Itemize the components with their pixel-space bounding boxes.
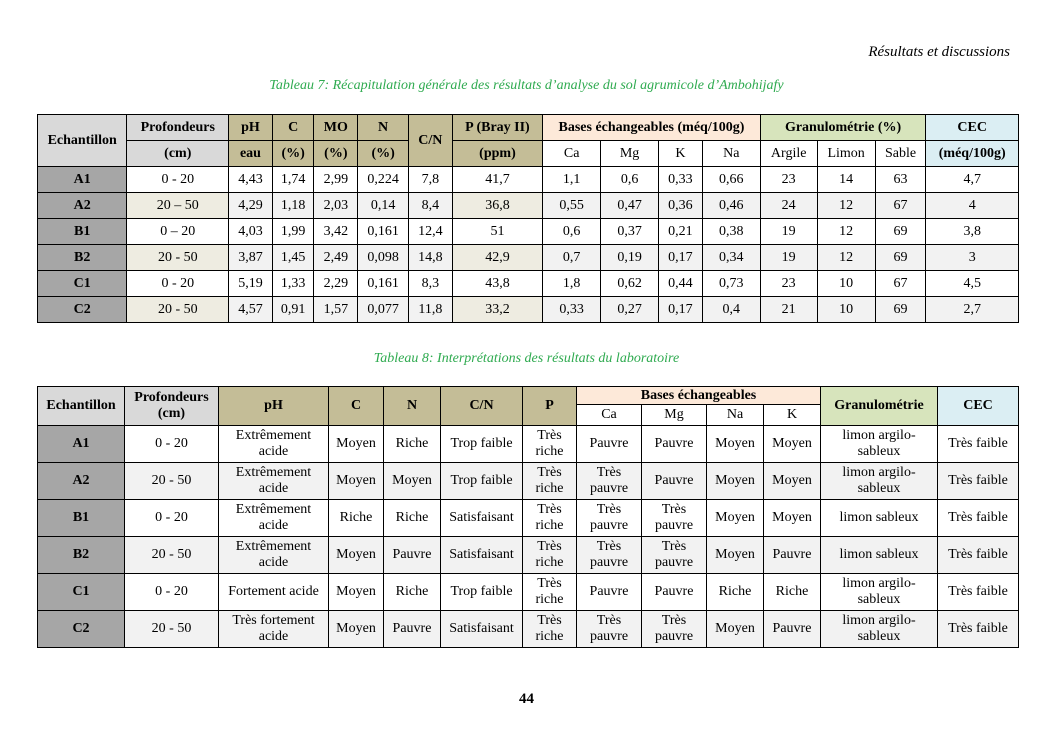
t7-header-cn: C/N bbox=[409, 115, 453, 167]
cell-mg: 0,6 bbox=[601, 167, 659, 193]
cell-p: Très riche bbox=[523, 611, 577, 648]
cell-p: Très riche bbox=[523, 574, 577, 611]
t7-sub-na: Na bbox=[702, 141, 760, 167]
t7-sub-mg: Mg bbox=[601, 141, 659, 167]
cell-prof: 20 - 50 bbox=[127, 245, 229, 271]
cell-n: 0,098 bbox=[358, 245, 409, 271]
sample-id: A2 bbox=[38, 193, 127, 219]
sample-id: C1 bbox=[38, 574, 125, 611]
cell-ca: 0,7 bbox=[543, 245, 601, 271]
cell-ca: 1,1 bbox=[543, 167, 601, 193]
cell-ca: Très pauvre bbox=[577, 611, 642, 648]
cell-ph: 4,43 bbox=[229, 167, 273, 193]
cell-ph: Extrêmement acide bbox=[219, 500, 329, 537]
t7-sub-limon: Limon bbox=[817, 141, 875, 167]
cell-n: Moyen bbox=[384, 463, 441, 500]
t7-header-granulo: Granulométrie (%) bbox=[760, 115, 926, 141]
cell-limon: 12 bbox=[817, 193, 875, 219]
cell-na: 0,73 bbox=[702, 271, 760, 297]
cell-n: 0,161 bbox=[358, 271, 409, 297]
page-number: 44 bbox=[519, 691, 534, 707]
cell-mo: 1,57 bbox=[314, 297, 358, 323]
cell-ca: Pauvre bbox=[577, 574, 642, 611]
cell-ca: 0,33 bbox=[543, 297, 601, 323]
t7-header-mo: MO bbox=[314, 115, 358, 141]
cell-k: 0,33 bbox=[659, 167, 703, 193]
cell-n: Riche bbox=[384, 500, 441, 537]
cell-n: Pauvre bbox=[384, 611, 441, 648]
sample-id: C1 bbox=[38, 271, 127, 297]
cell-k: Riche bbox=[764, 574, 821, 611]
cell-p: 41,7 bbox=[452, 167, 542, 193]
section-header: Résultats et discussions bbox=[868, 44, 1010, 60]
t7-sub-sable: Sable bbox=[875, 141, 926, 167]
cell-mg: 0,27 bbox=[601, 297, 659, 323]
t7-header-cec: CEC bbox=[926, 115, 1019, 141]
cell-granulo: limon argilo-sableux bbox=[821, 611, 938, 648]
table-row bbox=[38, 463, 1019, 500]
cell-na: Riche bbox=[707, 574, 764, 611]
cell-n: Riche bbox=[384, 574, 441, 611]
t8-header-n: N bbox=[384, 387, 441, 426]
table-row bbox=[38, 574, 1019, 611]
cell-na: 0,46 bbox=[702, 193, 760, 219]
t8-header-ph: pH bbox=[219, 387, 329, 426]
cell-mg: Très pauvre bbox=[642, 500, 707, 537]
cell-cn: 8,4 bbox=[409, 193, 453, 219]
t8-header-echantillon: Echantillon bbox=[38, 387, 125, 426]
cell-na: Moyen bbox=[707, 463, 764, 500]
cell-cec: 3 bbox=[926, 245, 1019, 271]
t7-header-p: P (Bray II) bbox=[452, 115, 542, 141]
cell-c: Moyen bbox=[329, 611, 384, 648]
cell-k: 0,44 bbox=[659, 271, 703, 297]
cell-ph: 4,29 bbox=[229, 193, 273, 219]
cell-n: 0,14 bbox=[358, 193, 409, 219]
sample-id: B1 bbox=[38, 219, 127, 245]
t8-header-profondeurs: Profondeurs (cm) bbox=[125, 387, 219, 426]
cell-sable: 67 bbox=[875, 193, 926, 219]
t7-sub-k: K bbox=[659, 141, 703, 167]
t7-header-bases: Bases échangeables (méq/100g) bbox=[543, 115, 761, 141]
table7-caption: Tableau 7: Récapitulation générale des résultats d’analyse du sol agrumicole d’Ambohijafy bbox=[269, 78, 784, 93]
sample-id: A2 bbox=[38, 463, 125, 500]
cell-n: 0,224 bbox=[358, 167, 409, 193]
cell-cec: 4,5 bbox=[926, 271, 1019, 297]
sample-id: B2 bbox=[38, 245, 127, 271]
table-row bbox=[38, 611, 1019, 648]
cell-c: Moyen bbox=[329, 426, 384, 463]
cell-prof: 0 – 20 bbox=[127, 219, 229, 245]
cell-ph: Fortement acide bbox=[219, 574, 329, 611]
cell-na: 0,34 bbox=[702, 245, 760, 271]
cell-cn: 14,8 bbox=[409, 245, 453, 271]
cell-ph: 4,57 bbox=[229, 297, 273, 323]
t7-unit-cec: (méq/100g) bbox=[926, 141, 1019, 167]
cell-cec: Très faible bbox=[938, 537, 1019, 574]
cell-mo: 2,29 bbox=[314, 271, 358, 297]
cell-cec: 4,7 bbox=[926, 167, 1019, 193]
t7-unit-profondeurs: (cm) bbox=[127, 141, 229, 167]
cell-mg: 0,47 bbox=[601, 193, 659, 219]
table7-body bbox=[38, 167, 1019, 323]
cell-mg: 0,62 bbox=[601, 271, 659, 297]
cell-granulo: limon argilo-sableux bbox=[821, 463, 938, 500]
cell-prof: 0 - 20 bbox=[127, 271, 229, 297]
cell-limon: 10 bbox=[817, 297, 875, 323]
table7-soil-analysis bbox=[37, 114, 1019, 323]
table-row bbox=[38, 426, 1019, 463]
cell-mo: 2,03 bbox=[314, 193, 358, 219]
table-row bbox=[38, 193, 1019, 219]
sample-id: B1 bbox=[38, 500, 125, 537]
cell-mo: 2,49 bbox=[314, 245, 358, 271]
cell-k: Moyen bbox=[764, 426, 821, 463]
cell-cec: 2,7 bbox=[926, 297, 1019, 323]
cell-argile: 21 bbox=[760, 297, 817, 323]
cell-c: 1,45 bbox=[272, 245, 314, 271]
cell-argile: 23 bbox=[760, 271, 817, 297]
cell-k: 0,17 bbox=[659, 245, 703, 271]
t8-sub-k: K bbox=[764, 405, 821, 426]
t7-unit-p: (ppm) bbox=[452, 141, 542, 167]
cell-ca: 1,8 bbox=[543, 271, 601, 297]
cell-sable: 63 bbox=[875, 167, 926, 193]
t7-header-profondeurs: Profondeurs bbox=[127, 115, 229, 141]
cell-cn: 8,3 bbox=[409, 271, 453, 297]
cell-c: Moyen bbox=[329, 463, 384, 500]
cell-c: 1,74 bbox=[272, 167, 314, 193]
cell-cn: Satisfaisant bbox=[441, 537, 523, 574]
cell-na: Moyen bbox=[707, 537, 764, 574]
cell-p: 43,8 bbox=[452, 271, 542, 297]
cell-argile: 23 bbox=[760, 167, 817, 193]
cell-c: 1,33 bbox=[272, 271, 314, 297]
table-row bbox=[38, 245, 1019, 271]
t7-unit-ph: eau bbox=[229, 141, 273, 167]
cell-k: 0,36 bbox=[659, 193, 703, 219]
cell-ph: Extrêmement acide bbox=[219, 426, 329, 463]
t8-header-granulo: Granulométrie bbox=[821, 387, 938, 426]
cell-k: Pauvre bbox=[764, 537, 821, 574]
cell-cn: 12,4 bbox=[409, 219, 453, 245]
sample-id: B2 bbox=[38, 537, 125, 574]
cell-cn: Satisfaisant bbox=[441, 611, 523, 648]
cell-k: Pauvre bbox=[764, 611, 821, 648]
t7-unit-mo: (%) bbox=[314, 141, 358, 167]
t7-unit-c: (%) bbox=[272, 141, 314, 167]
cell-k: Moyen bbox=[764, 463, 821, 500]
cell-ca: Très pauvre bbox=[577, 500, 642, 537]
cell-argile: 19 bbox=[760, 245, 817, 271]
cell-ph: Extrêmement acide bbox=[219, 463, 329, 500]
table8-caption: Tableau 8: Interprétations des résultats du laboratoire bbox=[373, 351, 680, 366]
cell-sable: 69 bbox=[875, 245, 926, 271]
table-row bbox=[38, 297, 1019, 323]
cell-argile: 24 bbox=[760, 193, 817, 219]
sample-id: C2 bbox=[38, 297, 127, 323]
cell-c: Moyen bbox=[329, 537, 384, 574]
cell-na: Moyen bbox=[707, 426, 764, 463]
table-row bbox=[38, 167, 1019, 193]
cell-cec: 3,8 bbox=[926, 219, 1019, 245]
cell-p: Très riche bbox=[523, 537, 577, 574]
t8-sub-ca: Ca bbox=[577, 405, 642, 426]
t7-unit-n: (%) bbox=[358, 141, 409, 167]
cell-granulo: limon sableux bbox=[821, 500, 938, 537]
t8-header-c: C bbox=[329, 387, 384, 426]
table8-interpretations bbox=[37, 386, 1019, 648]
cell-p: Très riche bbox=[523, 500, 577, 537]
cell-ca: 0,55 bbox=[543, 193, 601, 219]
cell-mg: 0,19 bbox=[601, 245, 659, 271]
cell-mg: Pauvre bbox=[642, 574, 707, 611]
cell-na: 0,66 bbox=[702, 167, 760, 193]
cell-mg: Très pauvre bbox=[642, 611, 707, 648]
cell-prof: 0 - 20 bbox=[125, 426, 219, 463]
cell-sable: 69 bbox=[875, 219, 926, 245]
t8-sub-mg: Mg bbox=[642, 405, 707, 426]
cell-p: 33,2 bbox=[452, 297, 542, 323]
cell-sable: 67 bbox=[875, 271, 926, 297]
cell-na: 0,38 bbox=[702, 219, 760, 245]
cell-cec: Très faible bbox=[938, 574, 1019, 611]
cell-k: 0,17 bbox=[659, 297, 703, 323]
cell-na: Moyen bbox=[707, 500, 764, 537]
table-row bbox=[38, 271, 1019, 297]
cell-n: Pauvre bbox=[384, 537, 441, 574]
t7-header-c: C bbox=[272, 115, 314, 141]
table-row bbox=[38, 537, 1019, 574]
cell-cn: Trop faible bbox=[441, 426, 523, 463]
table8-body bbox=[38, 426, 1019, 648]
cell-c: 0,91 bbox=[272, 297, 314, 323]
sample-id: A1 bbox=[38, 167, 127, 193]
cell-limon: 12 bbox=[817, 245, 875, 271]
cell-prof: 20 - 50 bbox=[125, 611, 219, 648]
t7-header-ph: pH bbox=[229, 115, 273, 141]
sample-id: C2 bbox=[38, 611, 125, 648]
cell-granulo: limon argilo-sableux bbox=[821, 574, 938, 611]
cell-p: 51 bbox=[452, 219, 542, 245]
t8-sub-na: Na bbox=[707, 405, 764, 426]
cell-k: Moyen bbox=[764, 500, 821, 537]
cell-cec: Très faible bbox=[938, 500, 1019, 537]
cell-cec: Très faible bbox=[938, 463, 1019, 500]
cell-ca: Très pauvre bbox=[577, 463, 642, 500]
t7-header-echantillon: Echantillon bbox=[38, 115, 127, 167]
cell-prof: 20 – 50 bbox=[127, 193, 229, 219]
cell-ph: Très fortement acide bbox=[219, 611, 329, 648]
cell-mg: 0,37 bbox=[601, 219, 659, 245]
cell-prof: 0 - 20 bbox=[125, 574, 219, 611]
cell-ph: Extrêmement acide bbox=[219, 537, 329, 574]
cell-n: Riche bbox=[384, 426, 441, 463]
cell-mg: Très pauvre bbox=[642, 537, 707, 574]
cell-c: 1,18 bbox=[272, 193, 314, 219]
t8-header-cn: C/N bbox=[441, 387, 523, 426]
t7-header-n: N bbox=[358, 115, 409, 141]
cell-ca: Très pauvre bbox=[577, 537, 642, 574]
cell-prof: 0 - 20 bbox=[125, 500, 219, 537]
t8-header-bases: Bases échangeables bbox=[577, 387, 821, 405]
cell-cec: 4 bbox=[926, 193, 1019, 219]
cell-cn: 11,8 bbox=[409, 297, 453, 323]
cell-prof: 20 - 50 bbox=[127, 297, 229, 323]
cell-p: Très riche bbox=[523, 463, 577, 500]
t7-sub-ca: Ca bbox=[543, 141, 601, 167]
cell-limon: 12 bbox=[817, 219, 875, 245]
t8-header-cec: CEC bbox=[938, 387, 1019, 426]
cell-mo: 2,99 bbox=[314, 167, 358, 193]
table-row bbox=[38, 500, 1019, 537]
cell-ph: 5,19 bbox=[229, 271, 273, 297]
cell-cec: Très faible bbox=[938, 611, 1019, 648]
cell-argile: 19 bbox=[760, 219, 817, 245]
cell-cec: Très faible bbox=[938, 426, 1019, 463]
cell-ph: 3,87 bbox=[229, 245, 273, 271]
cell-mo: 3,42 bbox=[314, 219, 358, 245]
cell-n: 0,161 bbox=[358, 219, 409, 245]
cell-ca: 0,6 bbox=[543, 219, 601, 245]
cell-p: 42,9 bbox=[452, 245, 542, 271]
cell-ph: 4,03 bbox=[229, 219, 273, 245]
cell-c: Moyen bbox=[329, 574, 384, 611]
cell-c: 1,99 bbox=[272, 219, 314, 245]
t8-header-p: P bbox=[523, 387, 577, 426]
cell-prof: 20 - 50 bbox=[125, 537, 219, 574]
cell-prof: 20 - 50 bbox=[125, 463, 219, 500]
t7-sub-argile: Argile bbox=[760, 141, 817, 167]
cell-limon: 10 bbox=[817, 271, 875, 297]
cell-mg: Pauvre bbox=[642, 463, 707, 500]
cell-granulo: limon sableux bbox=[821, 537, 938, 574]
cell-cn: Satisfaisant bbox=[441, 500, 523, 537]
cell-c: Riche bbox=[329, 500, 384, 537]
cell-n: 0,077 bbox=[358, 297, 409, 323]
cell-na: 0,4 bbox=[702, 297, 760, 323]
cell-prof: 0 - 20 bbox=[127, 167, 229, 193]
cell-p: Très riche bbox=[523, 426, 577, 463]
cell-cn: 7,8 bbox=[409, 167, 453, 193]
table-row bbox=[38, 219, 1019, 245]
cell-mg: Pauvre bbox=[642, 426, 707, 463]
cell-p: 36,8 bbox=[452, 193, 542, 219]
cell-cn: Trop faible bbox=[441, 574, 523, 611]
cell-limon: 14 bbox=[817, 167, 875, 193]
cell-k: 0,21 bbox=[659, 219, 703, 245]
cell-na: Moyen bbox=[707, 611, 764, 648]
sample-id: A1 bbox=[38, 426, 125, 463]
cell-sable: 69 bbox=[875, 297, 926, 323]
cell-ca: Pauvre bbox=[577, 426, 642, 463]
cell-granulo: limon argilo-sableux bbox=[821, 426, 938, 463]
cell-cn: Trop faible bbox=[441, 463, 523, 500]
